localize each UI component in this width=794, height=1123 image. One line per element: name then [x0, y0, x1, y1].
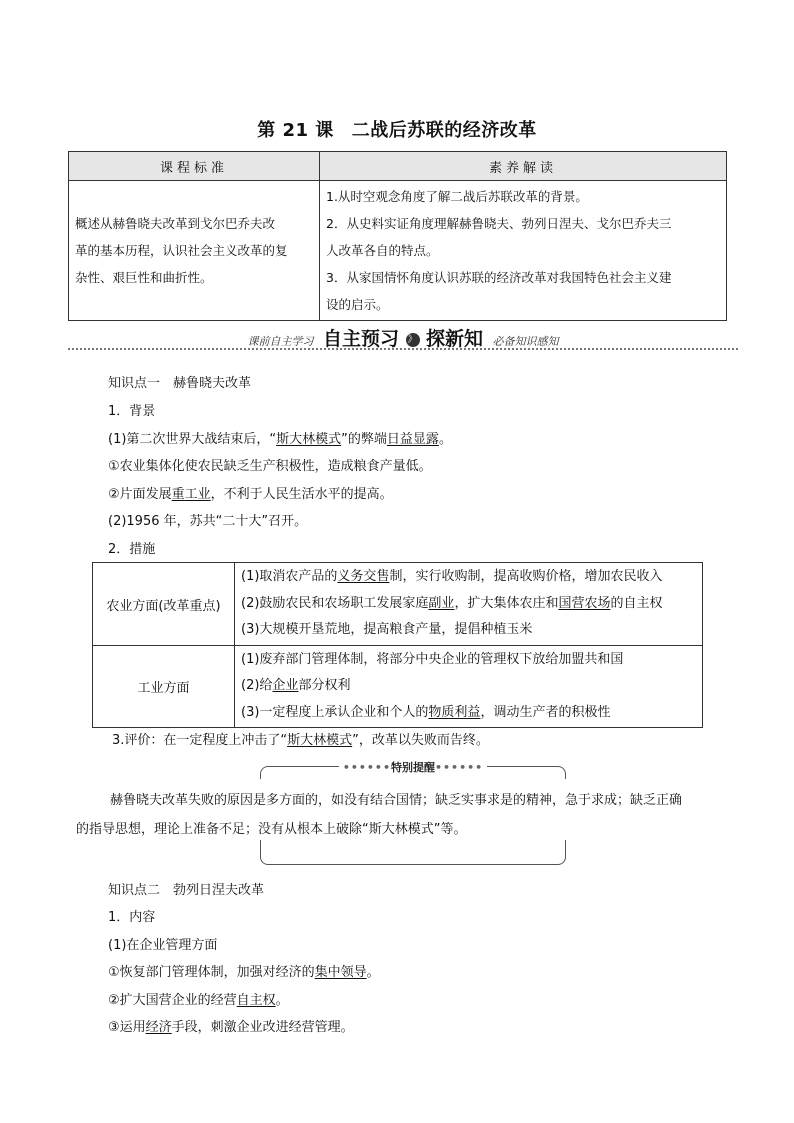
measures-table [92, 562, 703, 728]
measure-line: (2)鼓励农民和农场职工发展家庭副业，扩大集体农庄和国营农场的自主权 [241, 595, 663, 611]
agriculture-measures [235, 563, 703, 646]
agriculture-label: 农业方面(改革重点) [93, 563, 235, 646]
kp1-heading: 知识点一 赫鲁晓夫改革 [108, 376, 252, 391]
measure-line: (3)一定程度上承认企业和个人的物质利益，调动生产者的积极性 [241, 704, 611, 720]
banner-small-right: 必备知识感知 [492, 335, 559, 348]
section-banner [68, 324, 738, 350]
measure-line: (2)给企业部分权利 [241, 678, 351, 694]
reminder-line: 赫鲁晓夫改革失败的原因是多方面的，如没有结合国情；缺乏实事求是的精神，急于求成；缺乏正确 [110, 793, 683, 808]
industry-label: 工业方面 [93, 646, 235, 728]
literacy-line: 人改革各自的特点。 [326, 243, 439, 258]
standard-line: 概述从赫鲁晓夫改革到戈尔巴乔夫改 [75, 216, 276, 231]
literacy-line: 3．从家国情怀角度认识苏联的经济改革对我国特色社会主义建 [326, 270, 672, 285]
header-curriculum-standard: 课程标准 [69, 152, 320, 181]
kp1-evaluation: 3.评价：在一定程度上冲击了“斯大林模式”，改革以失败而告终。 [112, 733, 489, 748]
literacy-line: 1.从时空观念角度了解二战后苏联改革的背景。 [326, 189, 588, 204]
measure-line: (1)废弃部门管理体制，将部分中央企业的管理权下放给加盟共和国 [241, 651, 624, 667]
measure-line: (1)取消农产品的义务交售制，实行收购制，提高收购价格，增加农民收入 [241, 569, 663, 585]
lesson-name: 二战后苏联的经济改革 [351, 120, 537, 141]
kp1-background-2: ①农业集体化使农民缺乏生产积极性，造成粮食产量低。 [108, 459, 432, 474]
literacy-line: 2．从史料实证角度理解赫鲁晓夫、勃列日涅夫、戈尔巴乔夫三 [326, 216, 672, 231]
dotted-divider [68, 348, 738, 350]
kp2-heading: 知识点二 勃列日涅夫改革 [108, 883, 265, 898]
kp1-background-heading: 1．背景 [108, 404, 156, 419]
measure-line: (3)大规模开垦荒地，提高粮食产量，提倡种植玉米 [241, 622, 533, 638]
standard-line: 杂性、艰巨性和曲折性。 [75, 270, 213, 285]
header-literacy-interpretation: 素养解读 [320, 152, 727, 181]
kp2-item-1: ①恢复部门管理体制，加强对经济的集中领导。 [108, 965, 380, 980]
industry-measures [235, 646, 703, 728]
reminder-line: 的指导思想，理论上准备不足；没有从根本上破除“斯大林模式”等。 [76, 822, 467, 837]
banner-title-left: 自主预习 [322, 328, 399, 350]
double-arrow-icon: 》 [407, 334, 418, 345]
curriculum-standards-table [68, 151, 727, 321]
lesson-title [0, 116, 794, 142]
kp2-sub-heading: (1)在企业管理方面 [108, 938, 218, 953]
standard-line: 革的基本历程，认识社会主义改革的复 [75, 243, 288, 258]
kp2-item-2: ②扩大国营企业的经营自主权。 [108, 993, 289, 1008]
banner-small-left: 课前自主学习 [247, 335, 314, 348]
special-reminder-box: ••••••特别提醒•••••• [260, 766, 566, 866]
lesson-number: 第 21 课 [257, 120, 334, 141]
kp1-background-1: (1)第二次世界大战结束后，“斯大林模式”的弊端日益显露。 [108, 432, 452, 447]
reminder-text [76, 786, 726, 844]
kp1-background-3: ②片面发展重工业，不利于人民生活水平的提高。 [108, 487, 393, 502]
literacy-line: 设的启示。 [326, 297, 389, 312]
kp1-measures-heading: 2．措施 [108, 542, 156, 557]
banner-title-right: 探新知 [426, 328, 484, 350]
kp2-content-heading: 1．内容 [108, 910, 156, 925]
kp2-item-3: ③运用经济手段，刺激企业改进经营管理。 [108, 1020, 354, 1035]
reminder-label: 特别提醒 [391, 761, 435, 774]
literacy-points [320, 181, 727, 321]
kp1-background-4: (2)1956 年，苏共“二十大”召开。 [108, 514, 308, 529]
standard-description [69, 181, 320, 321]
